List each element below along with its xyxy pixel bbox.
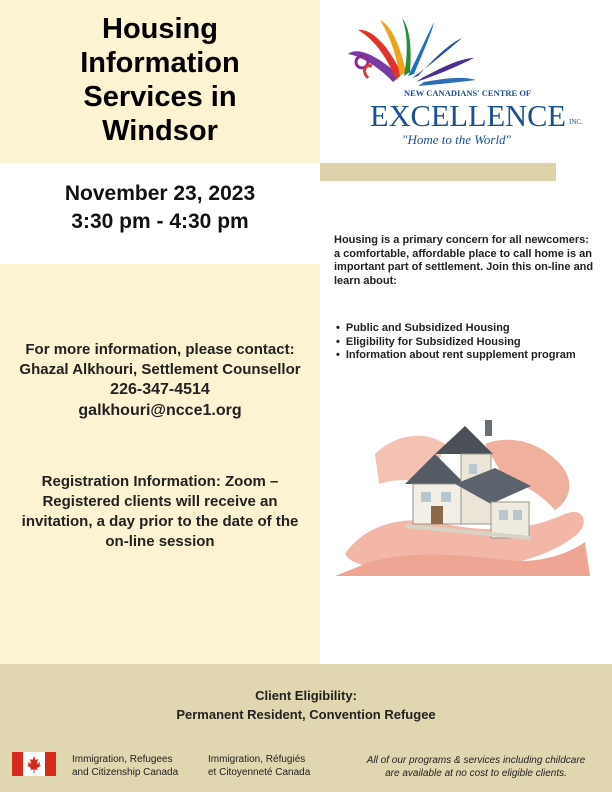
- event-date: November 23, 2023: [64, 182, 256, 205]
- title-line-2: Information: [80, 47, 240, 79]
- ircc-french-line-2: et Citoyenneté Canada: [208, 767, 311, 778]
- decorative-bar: [320, 163, 556, 181]
- topic-list: [334, 322, 604, 363]
- logo-top-text: NEW CANADIANS' CENTRE OF: [404, 88, 532, 98]
- list-item: • Public and Subsidized Housing: [334, 322, 604, 336]
- title-line-4: Windsor: [102, 115, 218, 147]
- ircc-english-line-2: and Citizenship Canada: [72, 767, 179, 778]
- contact-heading: For more information, please contact:: [25, 341, 295, 358]
- footer-note-line-2: are available at no cost to eligible clients.: [385, 768, 567, 779]
- ncce-logo: [338, 16, 600, 152]
- intro-text: Housing is a primary concern for all newcomers: a comfortable, affordable place to call home is an important part of settlement. Join this on-line and learn about:: [334, 234, 594, 287]
- registration-line-3: invitation, a day prior to the date of the: [21, 513, 299, 530]
- registration-line-2: Registered clients will receive an: [42, 493, 278, 510]
- contact-name: Ghazal Alkhouri, Settlement Counsellor: [19, 361, 301, 378]
- contact-email[interactable]: galkhouri@ncce1.org: [78, 402, 242, 419]
- ircc-french: [208, 753, 310, 779]
- ircc-english: [72, 753, 178, 779]
- logo-tagline: "Home to the World": [402, 132, 512, 147]
- contact-phone: 226-347-4514: [110, 381, 210, 398]
- eligibility-value: Permanent Resident, Convention Refugee: [176, 707, 436, 722]
- footer-note-line-1: All of our programs & services including childcare: [366, 755, 586, 766]
- page-title: [0, 12, 320, 148]
- house-in-hands-image: [335, 414, 590, 576]
- logo-suffix: INC.: [569, 118, 583, 126]
- registration-line-1: Registration Information: Zoom –: [41, 473, 279, 490]
- registration-line-4: on-line session: [105, 533, 215, 550]
- feather-plume-icon: [348, 18, 476, 86]
- ircc-english-line-1: Immigration, Refugees: [72, 754, 173, 765]
- title-line-1: Housing: [102, 13, 218, 45]
- ircc-french-line-1: Immigration, Réfugiés: [208, 754, 306, 765]
- canada-flag-icon: [12, 752, 56, 776]
- title-line-3: Services in: [83, 81, 237, 113]
- logo-main-text: EXCELLENCE: [370, 98, 566, 133]
- eligibility-heading: Client Eligibility:: [255, 688, 357, 703]
- event-time: 3:30 pm - 4:30 pm: [71, 210, 249, 233]
- footer-note: [345, 754, 607, 780]
- list-item: • Information about rent supplement program: [334, 349, 604, 363]
- list-item: • Eligibility for Subsidized Housing: [334, 336, 604, 350]
- contact-panel: [0, 264, 320, 664]
